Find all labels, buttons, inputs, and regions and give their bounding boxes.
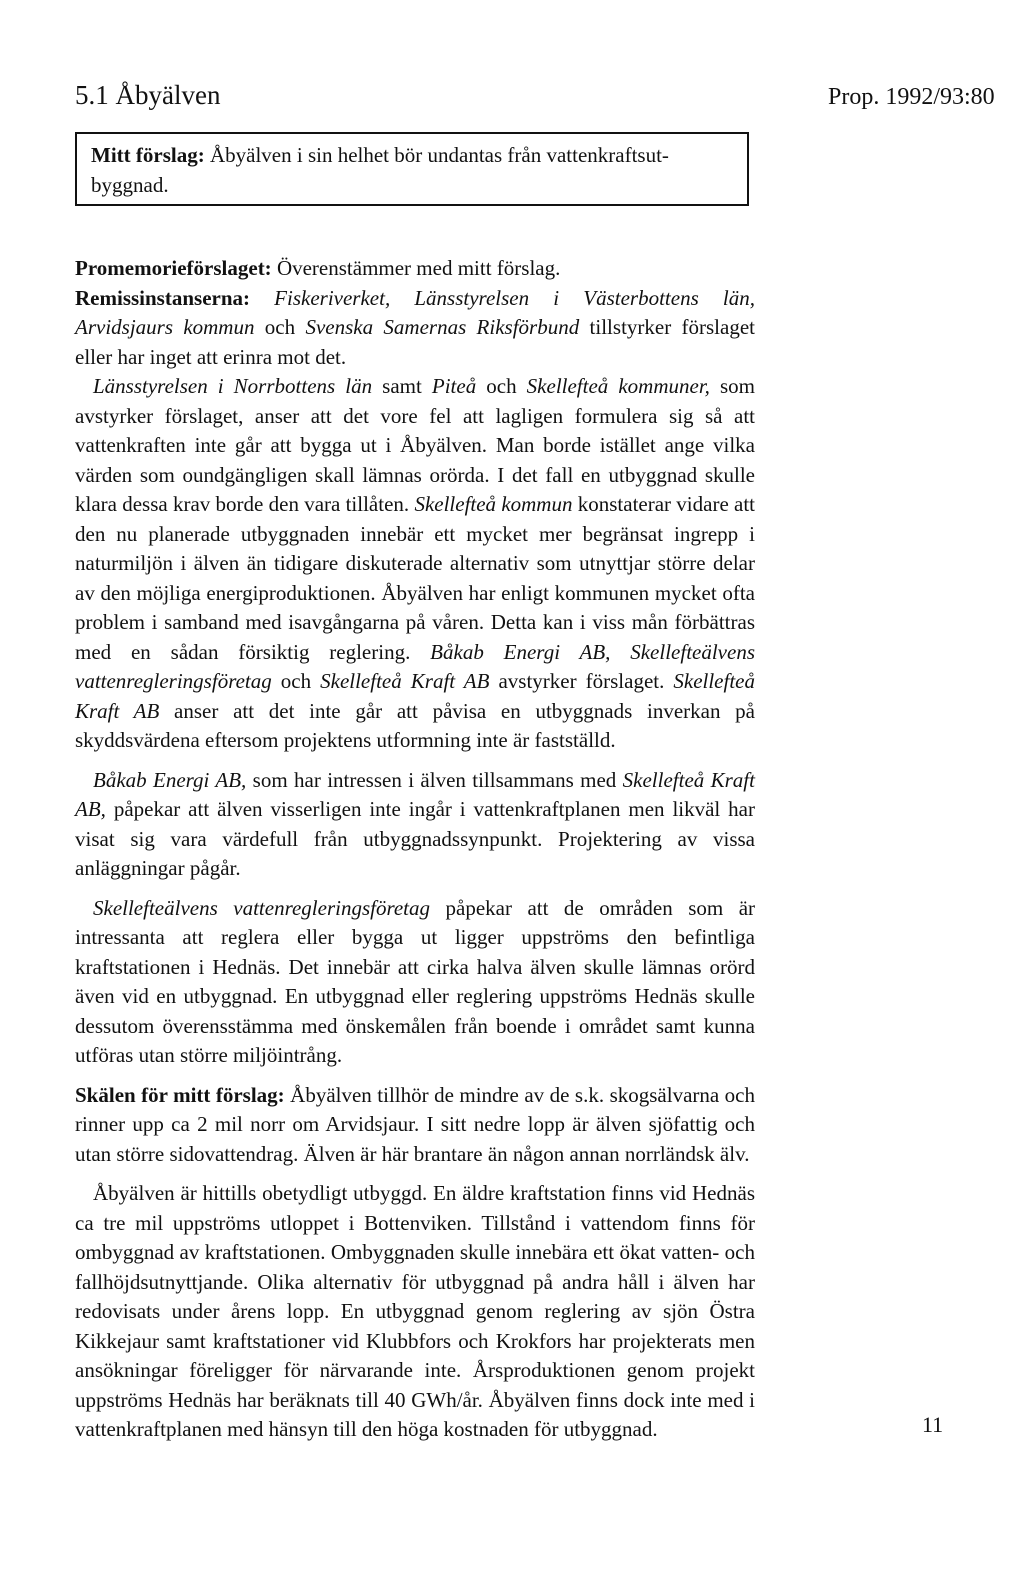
proposal-box	[75, 132, 749, 206]
bakab-t2: påpekar att älven visserligen inte ingår i vattenkraftplanen men likväl har visat sig vara värdefull från utbyggnadssynpunkt. Projektering av vissa anläggningar pågår.	[75, 797, 755, 880]
vr-i1: Skellefteälvens vattenregleringsföretag	[93, 895, 431, 920]
obj-t7: anser att det inte går att påvisa en utbyggnads inverkan på skyddsvärdena eftersom projektens utformning inte är fastställd.	[75, 698, 755, 752]
remiss-bodies-2: Svenska Samernas Riksförbund	[305, 315, 580, 339]
remiss-bodies-1: Fiskeriverket, Länsstyrelsen i Västerbottens län, Arvidsjaurs kommun	[75, 285, 755, 339]
utbyggd-text: Åbyälven är hittills obetydligt utbyggd. En äldre kraftstation finns vid Hednäs ca tre mil uppströms utloppet i Bottenviken. Tillstånd i vattendom finns för ombyggnad av kraftstationen. Ombyggnaden skulle innebära ett ökat vatten- och fallhöjdsutnyttjande. Olika alternativ för utbyggnad på andra håll i älven har redovisats under årens lopp. En utbyggnad genom reglering av sjön Östra Kikkejaur samt kraftstationer vid Klubbfors och Krokfors har projekterats men ansökningar föreligger för närvarande inte. Årsproduktionen genom projekt uppströms Hednäs har beräknats till 40 GWh/år. Åbyälven finns dock inte med i vattenkraftplanen med hänsyn till den höga kostnaden för utbyggnad.	[75, 1181, 755, 1441]
proposal-label: Mitt förslag:	[91, 143, 205, 167]
paragraph-memo	[75, 254, 755, 284]
obj-t6: avstyrker förslaget.	[489, 669, 674, 693]
obj-t4: konstaterar vidare att den nu planerade utbyggnaden innebär ett mycket mer begränsat ingrepp i naturmiljön i älven än tidigare diskuterade alternativ som utnyttjar större delar av den möjliga energiproduktionen. Åbyälven har enligt kommunen mycket ofta problem i samband med isavgångarna på våren. Detta kan i viss mån förbättras med en sådan försiktig reglering.	[75, 492, 756, 664]
bakab-t1: som har intressen i älven tillsammans med	[246, 767, 623, 792]
bakab-i1: Båkab Energi AB,	[93, 767, 247, 792]
paragraph-reasons	[75, 1081, 755, 1170]
body-text	[75, 254, 755, 1445]
paragraph-objections	[75, 372, 755, 756]
paragraph-remiss	[75, 284, 755, 373]
obj-i5: Båkab Energi AB, Skellefteälvens vattenregleringsföretag	[75, 639, 755, 693]
remiss-text-2: tillstyrker förslaget eller har inget att erinra mot det.	[75, 315, 755, 369]
obj-i7: Skellefteå Kraft AB	[75, 669, 755, 723]
memo-text: Överenstämmer med mitt förslag.	[271, 256, 561, 280]
section-title: 5.1 Åbyälven	[75, 80, 221, 110]
paragraph-vattenreglering	[75, 894, 755, 1071]
obj-i2: Piteå	[431, 374, 477, 398]
reasons-label: Skälen för mitt förslag:	[75, 1082, 285, 1107]
vr-t1: påpekar att de områden som är intressanta att reglera eller bygga ut ligger uppströms den befintliga kraftstationen i Hednäs. Det innebär att cirka halva älven skulle lämnas orörd även vid en utbyggnad. En utbyggnad eller reglering uppströms Hednäs skulle dessutom överensstämma med önskemålen från boende i området samt kunna utföras utan större miljöintrång.	[75, 895, 756, 1067]
obj-i4: Skellefteå kommun	[414, 492, 573, 516]
remiss-label: Remissinstanserna:	[75, 285, 251, 310]
bakab-i2: Skellefteå Kraft AB,	[75, 767, 755, 821]
page-number: 11	[922, 1412, 944, 1437]
memo-label: Promemorieförslaget:	[75, 256, 272, 280]
obj-i3: Skellefteå kommuner,	[526, 374, 710, 398]
obj-t5: och	[271, 669, 321, 693]
remiss-text-1: och	[254, 315, 306, 339]
obj-t3: som avstyrker förslaget, anser att det vore fel att lagligen formulera sig så att vattenkraften inte går att bygga ut i Åbyälven. Man borde istället ange vilka värden som oundgängligen skall lämnas orörda. I det fall en utbyggnad skulle klara dessa krav borde den vara tillåten.	[75, 374, 755, 516]
paragraph-bakab	[75, 766, 755, 884]
proposition-number: Prop. 1992/93:80	[828, 84, 995, 110]
obj-t1: samt	[372, 374, 432, 398]
obj-i1: Länsstyrelsen i Norrbottens län	[93, 374, 373, 398]
paragraph-utbyggd	[75, 1179, 755, 1445]
obj-i6: Skellefteå Kraft AB	[320, 669, 490, 693]
reasons-text: Åbyälven tillhör de mindre av de s.k. skogsälvarna och rinner upp ca 2 mil norr om Arvidsjaur. I sitt nedre lopp är älven sjöfattig och utan större sidovattendrag. Älven är här brantare än någon annan norrländsk älv.	[75, 1082, 755, 1166]
obj-t2: och	[476, 374, 527, 398]
proposal-text: Åbyälven i sin helhet bör undantas från vattenkraftsut-byggnad.	[91, 143, 669, 197]
